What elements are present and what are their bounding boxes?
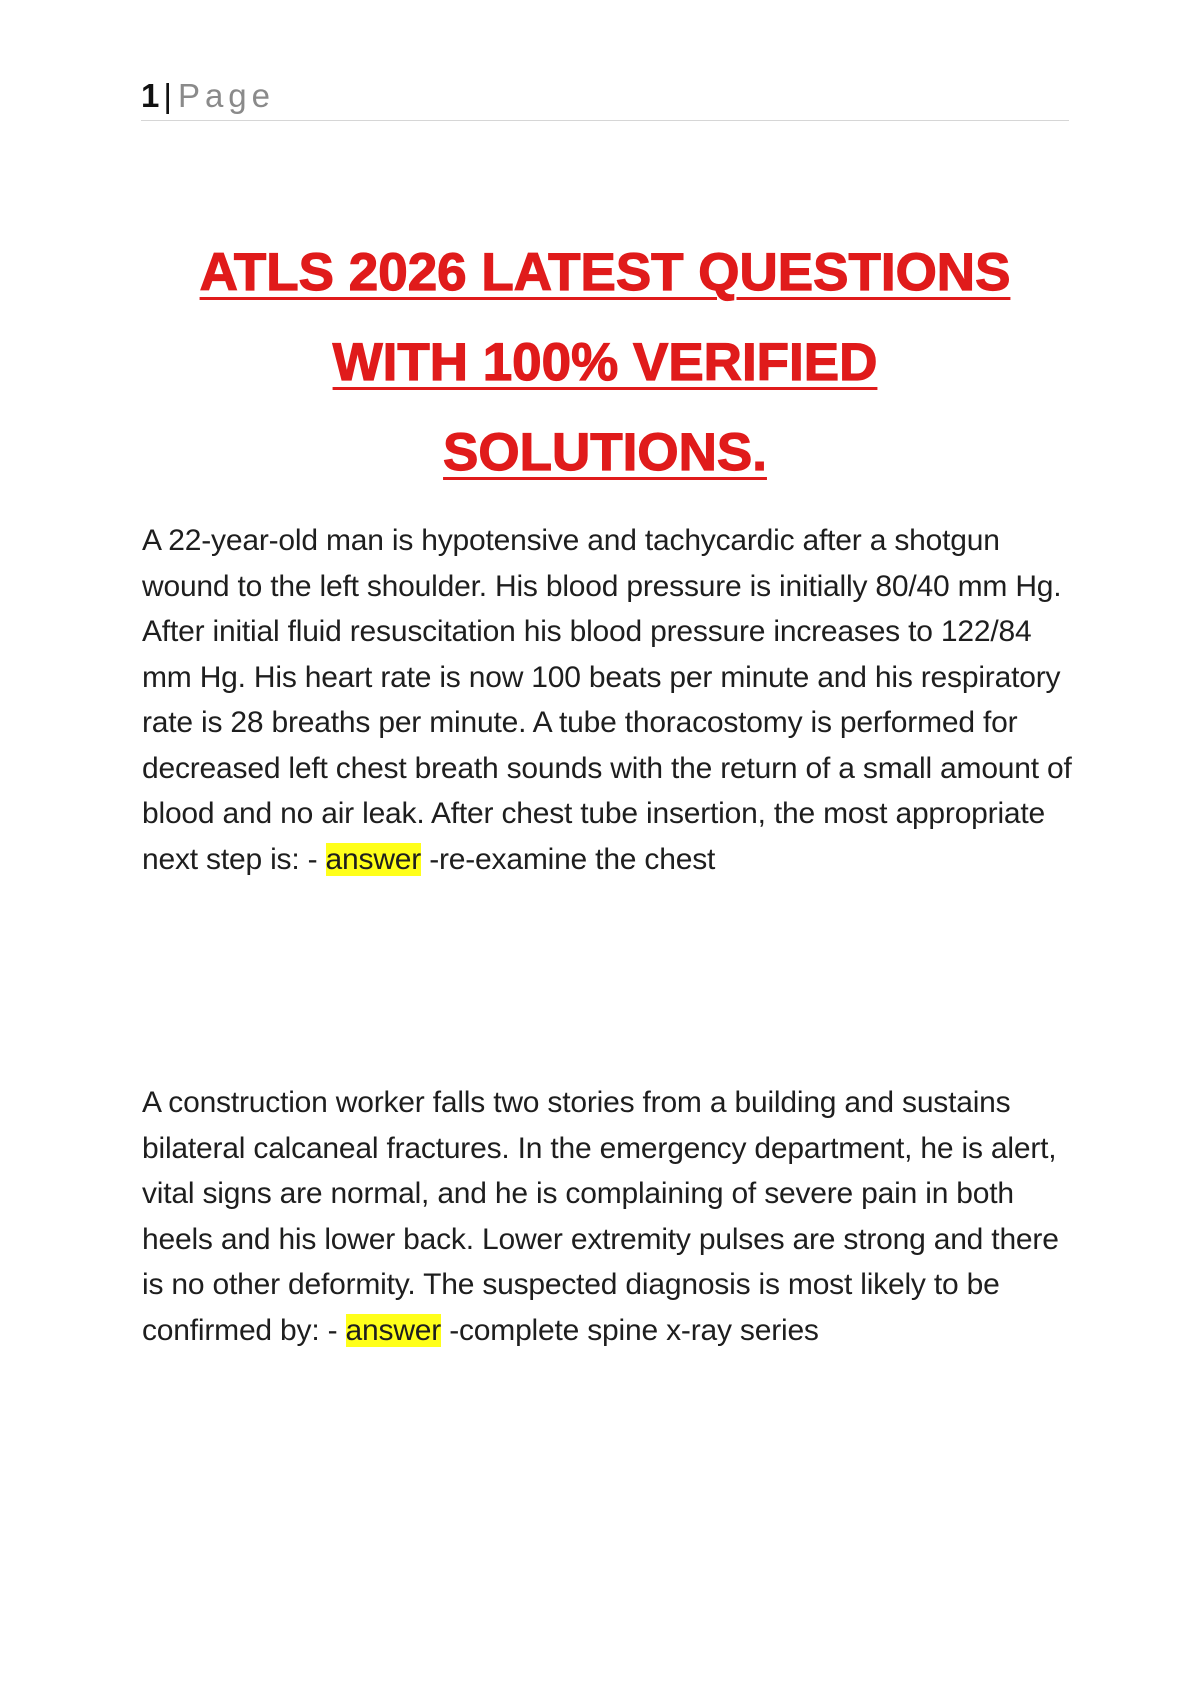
question-block-1 [142,518,1082,882]
title-line-3: SOLUTIONS. [443,423,767,482]
page-number: 1 [141,77,160,114]
answer-label: answer [345,1313,442,1347]
page-separator: | [163,77,172,114]
title-line-2: WITH 100% VERIFIED [332,333,878,392]
answer-label: answer [325,842,422,876]
answer-text: -re-examine the chest [421,842,716,876]
answer-text: -complete spine x-ray series [441,1313,819,1347]
question-text: A 22-year-old man is hypotensive and tachycardic after a shotgun wound to the left shoulder. His blood pressure is initially 80/40 mm Hg. After initial fluid resuscitation his blood pressure increases to 122/84 mm Hg. His heart rate is now 100 beats per minute and his respiratory rate is 28 breaths per minute. A tube thoracostomy is performed for decreased left chest breath sounds with the return of a small amount of blood and no air leak. After chest tube insertion, the most appropriate next step is: - [142,524,1072,876]
question-text: A construction worker falls two stories from a building and sustains bilateral calcaneal fractures. In the emergency department, he is alert, vital signs are normal, and he is complaining of severe pain in both heels and his lower back. Lower extremity pulses are strong and there is no other deformity. The suspected diagnosis is most likely to be confirmed by: - [142,1086,1059,1347]
question-block-2 [142,1080,1082,1353]
page-header [141,76,1069,121]
page-label: Page [177,77,276,114]
document-title [130,228,1080,498]
title-line-1: ATLS 2026 LATEST QUESTIONS [199,243,1011,302]
